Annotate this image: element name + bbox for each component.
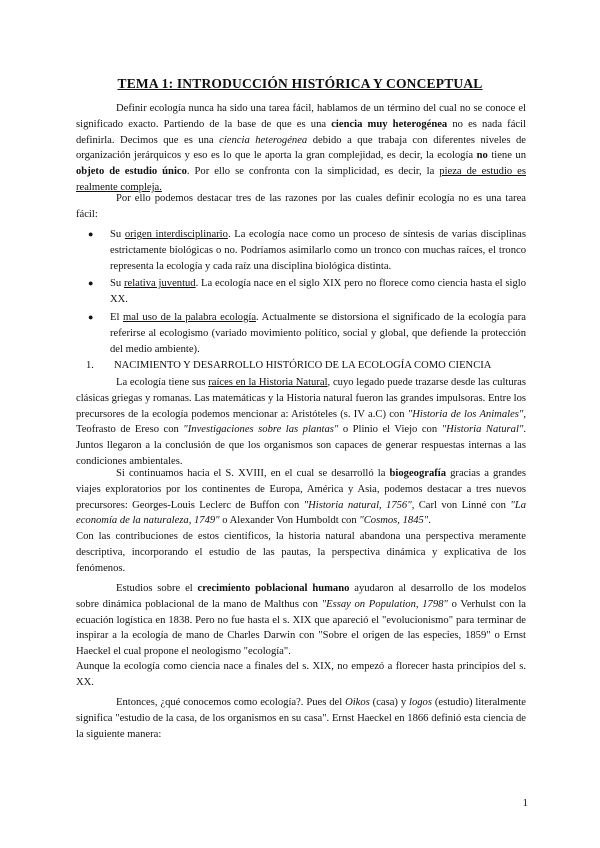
biogeography-paragraph: Si continuamos hacia el S. XVIII, en el cual se desarrolló la biogeografía gracias a grandes viajes exploratorios por los continentes de Europa, América y Asia, podemos destacar a tres nuevos precursores: Georges-Louis Leclerc de Buffon con "Historia natural, 1756", Carl von Linné con "La economía de la naturaleza, 1749" o Alexander Von Humboldt con "Cosmos, 1845". [76, 468, 527, 527]
list-item: ● El mal uso de la palabra ecología. Actualmente se distorsiona el significado de la ecología para referirse al ecologismo (variado movimiento político, social y global, que defiende la protección del medio ambiente). [88, 310, 526, 357]
history-paragraph: La ecología tiene sus raíces en la Historia Natural, cuyo legado puede trazarse desde las culturas clásicas griegas y romanas. Las matemáticas y la Historia natural fueron las grandes impulsoras. Entre los precursores de la ecología podemos mencionar a: Aristóteles (s. IV a.C) con "Historia de los Animales", Teofrasto de Ereso con "Investigaciones sobre las plantas" o Plinio el Viejo con "Historia Natural". Juntos llegaron a la conclusión de que los organismos son capaces de generar respuestas internas a las condiciones ambientales. [76, 377, 526, 467]
population-paragraph: Estudios sobre el crecimiento poblacional humano ayudaron al desarrollo de los modelos sobre dinámica poblacional de la mano de Malthus con "Essay on Population, 1798" o Verhulst con la ecuación logística en 1838. Pero no fue hasta el s. XIX que apareció el "evolucionismo" para terminar de inspirar a la ecología de mano de Charles Darwin con "Sobre el origen de las especies, 1859" o Ernst Haeckel el cual propone el neologismo "ecología". [76, 583, 527, 658]
reasons-list [88, 227, 526, 359]
list-item: ● Su relativa juventud. La ecología nace en el siglo XIX pero no florece como ciencia hasta el siglo XX. [88, 276, 526, 308]
flourish-paragraph: Aunque la ecología como ciencia nace a finales del s. XIX, no empezó a florecer hasta principios del s. XX. [76, 661, 526, 688]
definition-paragraph: Entonces, ¿qué conocemos como ecología?. Pues del Oikos (casa) y logos (estudio) literalmente significa "estudio de la casa, de los organismos en su casa". Ernst Haeckel en 1866 definió esta ciencia de la siguiente manera: [76, 697, 526, 740]
contributions-paragraph: Con las contribuciones de estos científicos, la historia natural abandona una perspectiva meramente descriptiva, incorporando el estudio de las pautas, la perspectiva dinámica y explicativa de los fenómenos. [76, 531, 526, 574]
intro-paragraph: Definir ecología nunca ha sido una tarea fácil, hablamos de un término del cual no se conoce el significado exacto. Partiendo de la base de que es una ciencia muy heterogénea no es nada fácil definirla. Decimos que es una ciencia heterogénea debido a que trabaja con diferentes niveles de organización jerárquicos y eso es lo que le aporta la gran complejidad, es decir, la ecología no tiene un objeto de estudio único. Por ello se confronta con la simplicidad, es decir, la pieza de estudio es realmente compleja. [76, 103, 526, 193]
section-heading: 1. NACIMIENTO Y DESARROLLO HISTÓRICO DE LA ECOLOGÍA COMO CIENCIA [86, 360, 492, 371]
reasons-paragraph: Por ello podemos destacar tres de las razones por las cuales definir ecología no es una tarea fácil: [76, 193, 526, 220]
page-number: 1 [522, 797, 528, 809]
page-title: TEMA 1: INTRODUCCIÓN HISTÓRICA Y CONCEPTUAL [117, 76, 483, 91]
list-item: ● Su origen interdisciplinario. La ecología nace como un proceso de síntesis de varias disciplinas estrictamente biológicas o no. Podríamos asimilarlo como un tronco con muchas raíces, el tronco representa la ecología y cada raíz una disciplina biológica distinta. [88, 227, 526, 274]
